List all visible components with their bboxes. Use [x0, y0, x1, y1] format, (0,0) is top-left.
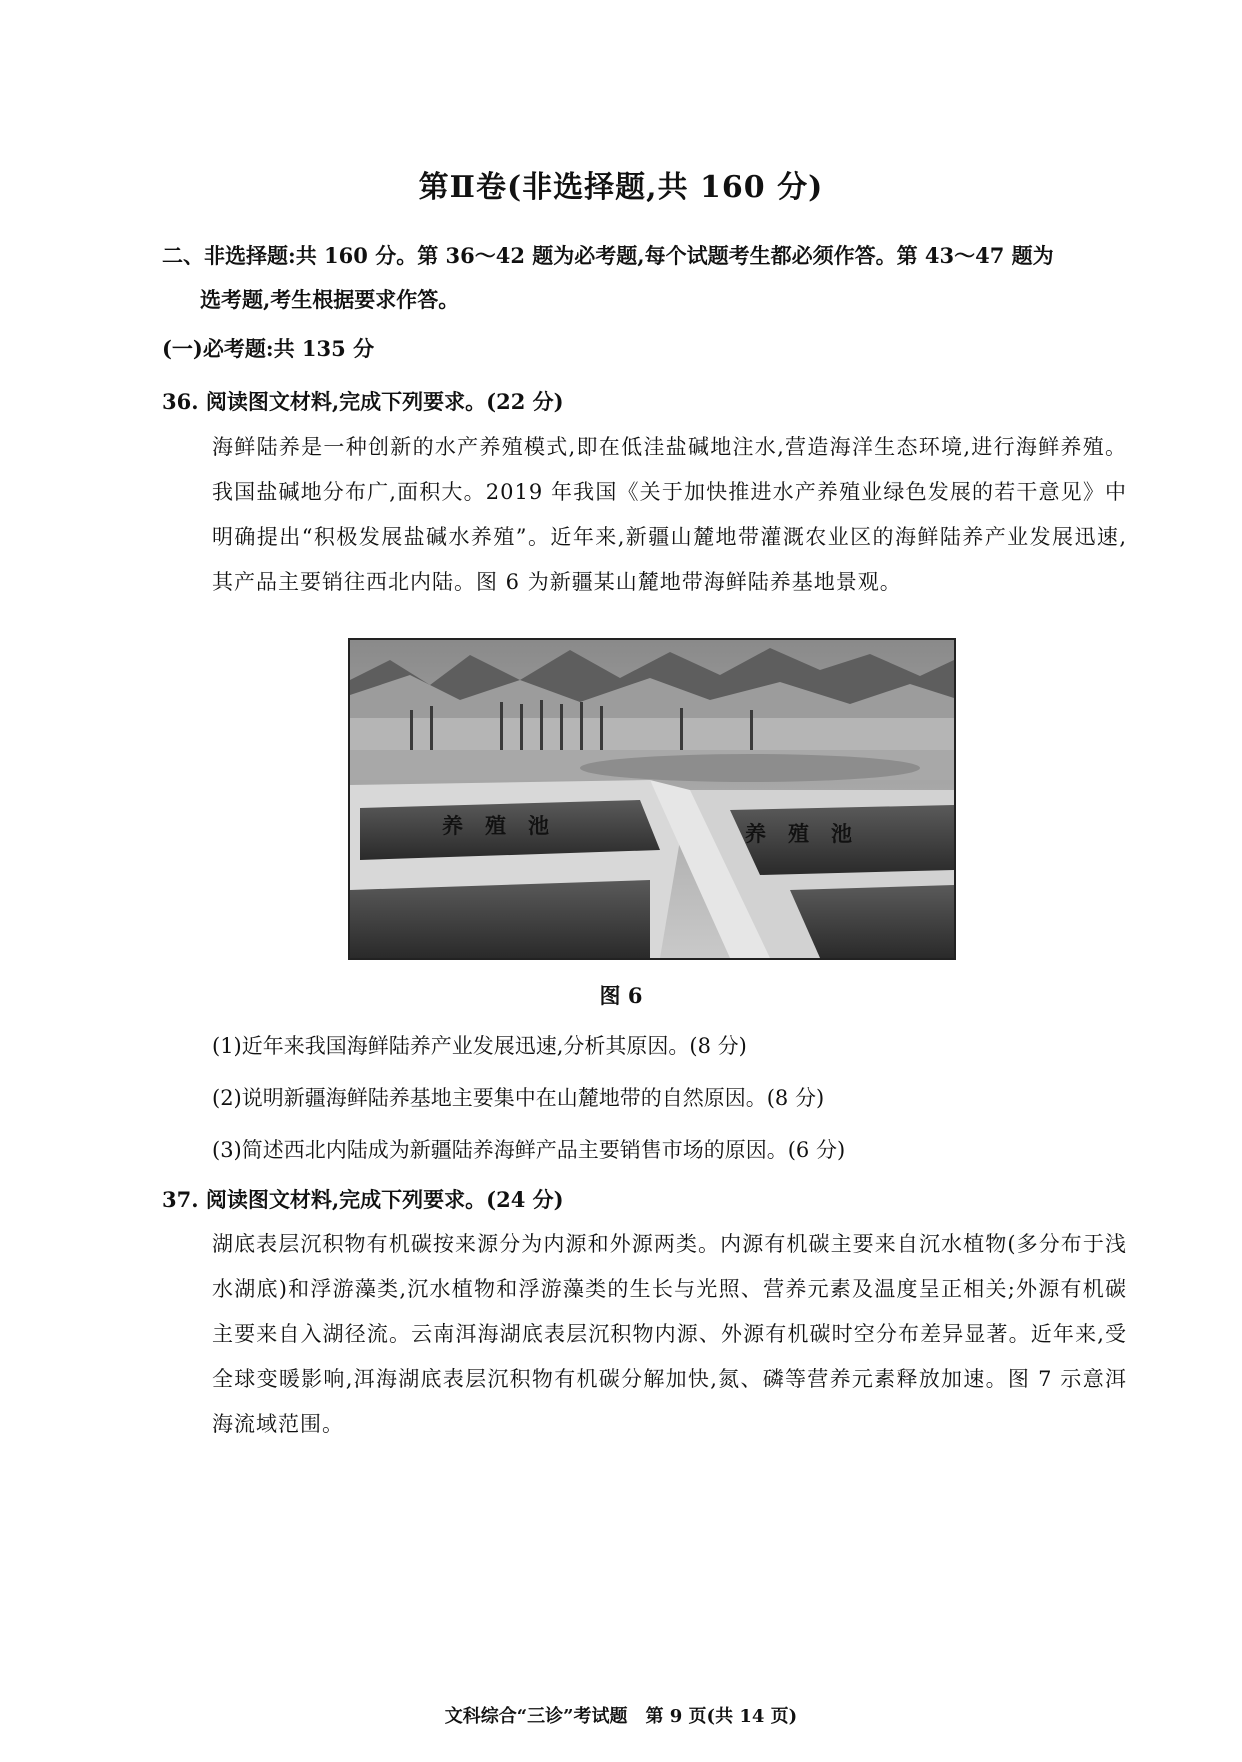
instructions-line-2: 选考题,考生根据要求作答。 — [200, 287, 460, 312]
q36-sub-question-2: (2)说明新疆海鲜陆养基地主要集中在山麓地带的自然原因。(8 分) — [212, 1086, 825, 1110]
pond-label-right: 养殖池 — [745, 821, 874, 846]
section-title: 第Ⅱ卷(非选择题,共 160 分) — [418, 170, 824, 205]
figure-6-caption: 图 6 — [599, 983, 643, 1008]
aquaculture-landscape-image — [350, 640, 954, 958]
q36-heading: 36. 阅读图文材料,完成下列要求。(22 分) — [162, 389, 564, 414]
required-heading: (一)必考题:共 135 分 — [162, 336, 375, 361]
q36-sub-question-3: (3)简述西北内陆成为新疆陆养海鲜产品主要销售市场的原因。(6 分) — [212, 1138, 846, 1162]
q36-sub-question-1: (1)近年来我国海鲜陆养产业发展迅速,分析其原因。(8 分) — [212, 1034, 747, 1058]
q36-material: 海鲜陆养是一种创新的水产养殖模式,即在低洼盐碱地注水,营造海洋生态环境,进行海鲜养殖。我国盐碱地分布广,面积大。2019 年我国《关于加快推进水产养殖业绿色发展的若干意见》中明确提出“积极发展盐碱水养殖”。近年来,新疆山麓地带灌溉农业区的海鲜陆养产业发展迅速,其产品主要销往西北内陆。图 6 为新疆某山麓地带海鲜陆养基地景观。 — [212, 435, 1127, 594]
q37-material: 湖底表层沉积物有机碳按来源分为内源和外源两类。内源有机碳主要来自沉水植物(多分布于浅水湖底)和浮游藻类,沉水植物和浮游藻类的生长与光照、营养元素及温度呈正相关;外源有机碳主要来自入湖径流。云南洱海湖底表层沉积物内源、外源有机碳时空分布差异显著。近年来,受全球变暖影响,洱海湖底表层沉积物有机碳分解加快,氮、磷等营养元素释放加速。图 7 示意洱海流域范围。 — [212, 1232, 1127, 1436]
q37-heading: 37. 阅读图文材料,完成下列要求。(24 分) — [162, 1187, 564, 1212]
instructions-line-1: 二、非选择题:共 160 分。第 36～42 题为必考题,每个试题考生都必须作答。第 43～47 题为 — [162, 243, 1054, 268]
figure-6-photo — [348, 638, 956, 960]
pond-label-left: 养殖池 — [442, 813, 571, 838]
page-footer: 文科综合“三诊”考试题 第 9 页(共 14 页) — [444, 1706, 798, 1727]
